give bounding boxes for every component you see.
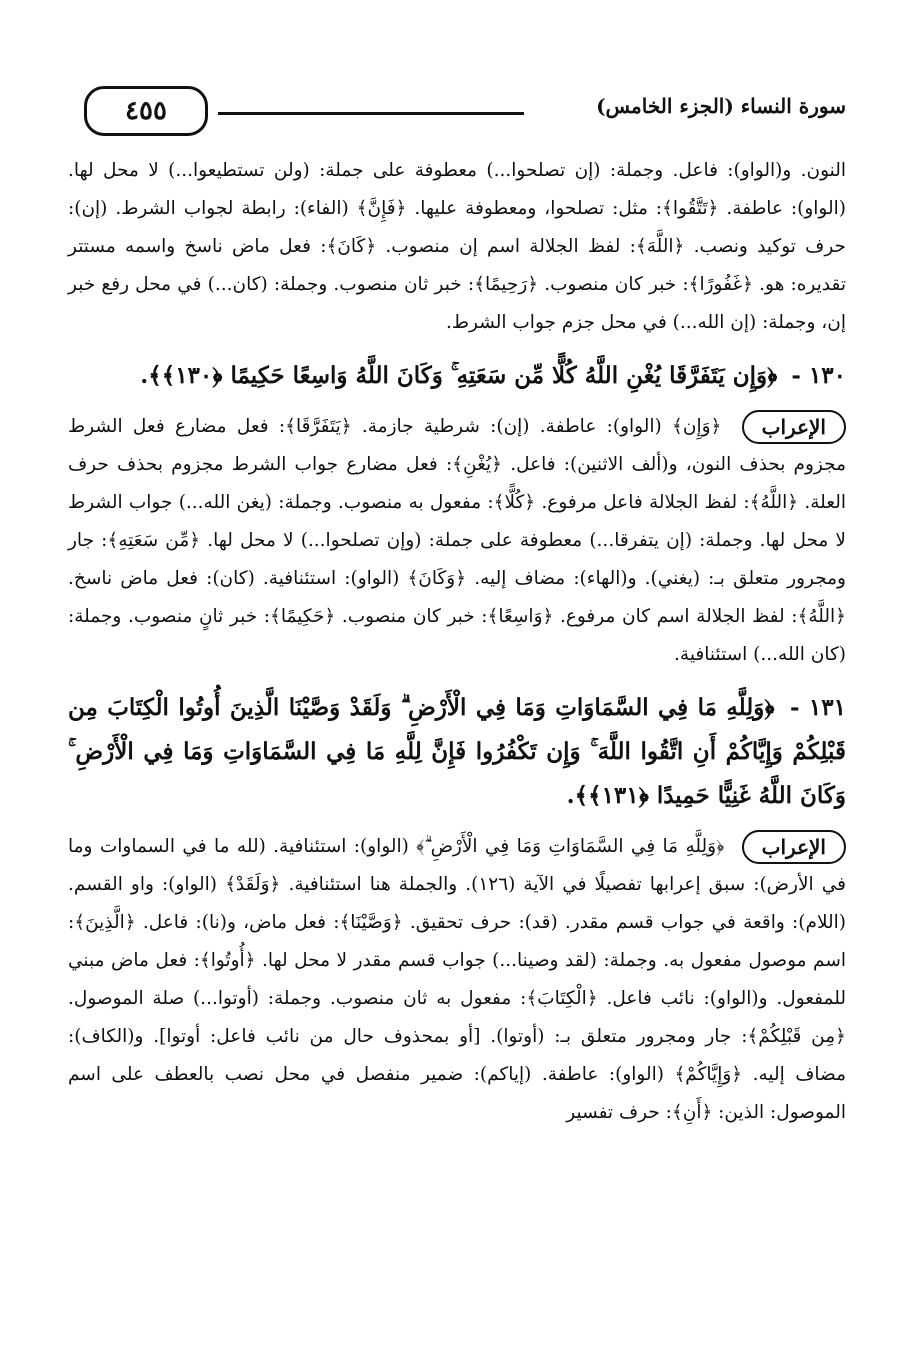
- irab-badge: الإعراب: [742, 410, 846, 444]
- paragraph-continued: النون. و(الواو): فاعل. وجملة: (إن تصلحوا...) معطوفة على جملة: (ولن تستطيعوا...) لا محل لها. (الواو): عاطفة. ﴿تَتَّقُوا﴾: مثل: تصلحوا، ومعطوفة عليها. ﴿فَإِنَّ﴾ (الفاء): رابطة لجواب الشرط. (إن): حرف توكيد ونصب. ﴿اللَّهَ﴾: لفظ الجلالة اسم إن منصوب. ﴿كَانَ﴾: فعل ماض ناسخ واسمه مستتر تقديره: هو. ﴿غَفُورًا﴾: خبر كان منصوب. ﴿رَحِيمًا﴾: خبر ثان منصوب. وجملة: (كان...) في محل رفع خبر إن، وجملة: (إن الله...) في محل جزم جواب الشرط.: [68, 160, 846, 333]
- verse-text: ﴿وَإِن يَتَفَرَّقَا يُغْنِ اللَّهُ كُلًّا مِّن سَعَتِهِ ۚ وَكَانَ اللَّهُ وَاسِعًا حَكِيمًا ﴿١٣٠﴾﴾.: [140, 362, 778, 389]
- verse-130: [68, 354, 846, 398]
- verse-number: ١٣٠ -: [791, 362, 846, 389]
- verse-text: ﴿وَلِلَّهِ مَا فِي السَّمَاوَاتِ وَمَا فِي الْأَرْضِ ۗ وَلَقَدْ وَصَّيْنَا الَّذِينَ أُوتُوا الْكِتَابَ مِن قَبْلِكُمْ وَإِيَّاكُمْ أَنِ اتَّقُوا اللَّهَ ۚ وَإِن تَكْفُرُوا فَإِنَّ لِلَّهِ مَا فِي السَّمَاوَاتِ وَمَا فِي الْأَرْضِ ۚ وَكَانَ اللَّهُ غَنِيًّا حَمِيدًا ﴿١٣١﴾﴾.: [68, 694, 846, 809]
- page-header: [62, 86, 846, 134]
- verse-131: [68, 686, 846, 818]
- irab-block-130: [68, 408, 846, 674]
- irab-text: ﴿وَلِلَّهِ مَا فِي السَّمَاوَاتِ وَمَا فِي الْأَرْضِ ۗ﴾ (الواو): استئنافية. (لله ما في السماوات وما في الأرض): سبق إعرابها تفصيلًا في الآية (١٢٦). والجملة هنا استئنافية. ﴿وَلَقَدْ﴾ (الواو): واو القسم. (اللام): واقعة في جواب قسم مقدر. (قد): حرف تحقيق. ﴿وَصَّيْنَا﴾: فعل ماض، و(نا): فاعل. ﴿الَّذِينَ﴾: اسم موصول مفعول به. وجملة: (لقد وصينا...) جواب قسم مقدر لا محل لها. ﴿أُوتُوا﴾: فعل ماض مبني للمفعول. و(الواو): نائب فاعل. ﴿الْكِتَابَ﴾: مفعول به ثان منصوب. وجملة: (أوتوا...) صلة الموصول. ﴿مِن قَبْلِكُمْ﴾: جار ومجرور متعلق بـ: (أوتوا). [أو بمحذوف حال من نائب فاعل: أوتوا]. و(الكاف): مضاف إليه. ﴿وَإِيَّاكُمْ﴾ (الواو): عاطفة. (إياكم): ضمير منفصل في محل نصب بالعطف على اسم الموصول: الذين: ﴿أَنِ﴾: حرف تفسير: [68, 836, 846, 1123]
- page-number: ٤٥٥: [84, 86, 208, 136]
- surah-title: سورة النساء (الجزء الخامس): [596, 94, 846, 118]
- irab-badge: الإعراب: [742, 830, 846, 864]
- header-rule: [218, 112, 524, 115]
- irab-block-131: [68, 828, 846, 1132]
- page-content: [68, 152, 846, 1132]
- verse-number: ١٣١ -: [789, 694, 846, 721]
- irab-text: ﴿وَإِن﴾ (الواو): عاطفة. (إن): شرطية جازمة. ﴿يَتَفَرَّقَا﴾: فعل مضارع فعل الشرط مجزوم بحذف النون، و(ألف الاثنين): فاعل. ﴿يُغْنِ﴾: فعل مضارع جواب الشرط مجزوم بحذف حرف العلة. ﴿اللَّهُ﴾: لفظ الجلالة فاعل مرفوع. ﴿كُلًّا﴾: مفعول به منصوب. وجملة: (يغن الله...) جواب الشرط لا محل لها. وجملة: (إن يتفرقا...) معطوفة على جملة: (وإن تصلحوا...) لا محل لها. ﴿مِّن سَعَتِهِ﴾: جار ومجرور متعلق بـ: (يغني). و(الهاء): مضاف إليه. ﴿وَكَانَ﴾ (الواو): استئنافية. (كان): فعل ماض ناسخ. ﴿اللَّهُ﴾: لفظ الجلالة اسم كان مرفوع. ﴿وَاسِعًا﴾: خبر كان منصوب. ﴿حَكِيمًا﴾: خبر ثانٍ منصوب. وجملة: (كان الله...) استئنافية.: [68, 416, 846, 665]
